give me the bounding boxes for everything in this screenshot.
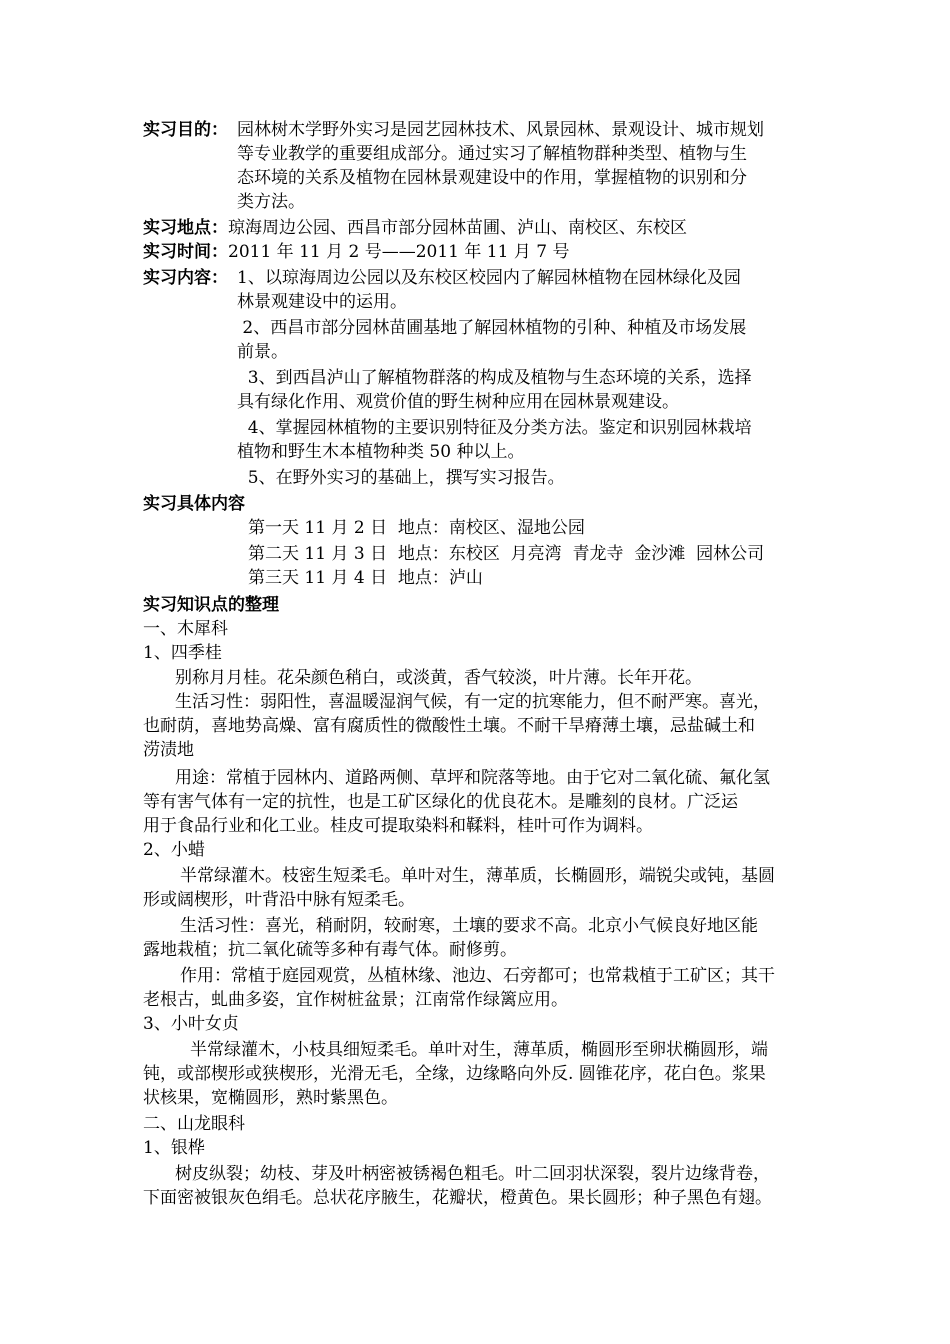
purpose-line: 态环境的关系及植物在园林景观建设中的作用，掌握植物的识别和分 (237, 168, 747, 188)
body-line: 半常绿灌木，小枝具细短柔毛。单叶对生，薄革质，椭圆形至卵状椭圆形，端 (190, 1040, 768, 1060)
body-line: 用途：常植于园林内、道路两侧、草坪和院落等地。由于它对二氧化硫、氟化氢 (175, 768, 770, 788)
location-label: 实习地点： (143, 218, 228, 238)
body-line: 别称月月桂。花朵颜色稍白，或淡黄，香气较淡，叶片薄。长年开花。 (175, 668, 702, 688)
plant-heading: 1、四季桂 (143, 643, 222, 663)
body-line: 形或阔楔形，叶背沿中脉有短柔毛。 (143, 890, 415, 910)
location-row (143, 216, 813, 240)
content-line: 2、西昌市部分园林苗圃基地了解园林植物的引种、种植及市场发展 (237, 318, 747, 338)
schedule-heading: 实习具体内容 (143, 494, 245, 514)
content-line: 前景。 (237, 342, 288, 362)
time-label: 实习时间： (143, 242, 228, 262)
body-line: 等有害气体有一定的抗性，也是工矿区绿化的优良花木。是雕刻的良材。广泛运 (143, 792, 738, 812)
content-line: 3、到西昌泸山了解植物群落的构成及植物与生态环境的关系，选择 (237, 368, 752, 388)
purpose-line: 类方法。 (237, 192, 305, 212)
body-line: 生活习性：喜光，稍耐阴，较耐寒，土壤的要求不高。北京小气候良好地区能 (180, 916, 758, 936)
content-line: 1、以琼海周边公园以及东校区校园内了解园林植物在园林绿化及园 (237, 268, 741, 288)
time-row (143, 240, 813, 264)
body-line: 作用：常植于庭园观赏，丛植林缘、池边、石旁都可；也常栽植于工矿区；其干 (180, 966, 775, 986)
body-line: 涝渍地 (143, 740, 194, 760)
plant-heading: 1、银桦 (143, 1138, 205, 1158)
content-line: 具有绿化作用、观赏价值的野生树种应用在园林景观建设。 (237, 392, 679, 412)
content-line: 林景观建设中的运用。 (237, 292, 407, 312)
body-line: 树皮纵裂；幼枝、芽及叶柄密被锈褐色粗毛。叶二回羽状深裂，裂片边缘背卷， (175, 1164, 770, 1184)
time-value: 2011 年 11 月 2 号——2011 年 11 月 7 号 (228, 242, 570, 262)
schedule-day: 第一天 11 月 2 日 地点：南校区、湿地公园 (248, 518, 585, 538)
section-heading: 二、山龙眼科 (143, 1114, 245, 1134)
body-line: 老根古，虬曲多姿，宜作树桩盆景；江南常作绿篱应用。 (143, 990, 568, 1010)
section-heading: 一、木犀科 (143, 619, 228, 639)
knowledge-heading: 实习知识点的整理 (143, 595, 279, 615)
content-line: 4、掌握园林植物的主要识别特征及分类方法。鉴定和识别园林栽培 (237, 418, 752, 438)
body-line: 下面密被银灰色绢毛。总状花序腋生，花瓣状，橙黄色。果长圆形；种子黑色有翅。 (143, 1188, 772, 1208)
location-value: 琼海周边公园、西昌市部分园林苗圃、泸山、南校区、东校区 (228, 218, 687, 238)
body-line: 生活习性：弱阳性，喜温暖湿润气候，有一定的抗寒能力，但不耐严寒。喜光， (175, 692, 770, 712)
content-label: 实习内容： (143, 268, 228, 288)
schedule-day: 第三天 11 月 4 日 地点：泸山 (248, 568, 483, 588)
purpose-line: 园林树木学野外实习是园艺园林技术、风景园林、景观设计、城市规划 (237, 120, 764, 140)
content-line: 5、在野外实习的基础上，撰写实习报告。 (237, 468, 565, 488)
plant-heading: 3、小叶女贞 (143, 1014, 239, 1034)
body-line: 钝，或部楔形或狭楔形，光滑无毛，全缘，边缘略向外反. 圆锥花序，花白色。浆果 (143, 1064, 766, 1084)
body-line: 用于食品行业和化工业。桂皮可提取染料和鞣料，桂叶可作为调料。 (143, 816, 653, 836)
body-line: 半常绿灌木。枝密生短柔毛。单叶对生，薄革质，长椭圆形，端锐尖或钝，基圆 (180, 866, 775, 886)
body-line: 露地栽植；抗二氧化硫等多种有毒气体。耐修剪。 (143, 940, 517, 960)
plant-heading: 2、小蜡 (143, 840, 205, 860)
body-line: 也耐荫，喜地势高燥、富有腐质性的微酸性土壤。不耐干旱瘠薄土壤，忌盐碱土和 (143, 716, 755, 736)
purpose-line: 等专业教学的重要组成部分。通过实习了解植物群种类型、植物与生 (237, 144, 747, 164)
schedule-day: 第二天 11 月 3 日 地点：东校区 月亮湾 青龙寺 金沙滩 园林公司 (248, 544, 765, 564)
content-line: 植物和野生木本植物种类 50 种以上。 (237, 442, 525, 462)
purpose-label: 实习目的： (143, 120, 228, 140)
body-line: 状核果，宽椭圆形，熟时紫黑色。 (143, 1088, 398, 1108)
